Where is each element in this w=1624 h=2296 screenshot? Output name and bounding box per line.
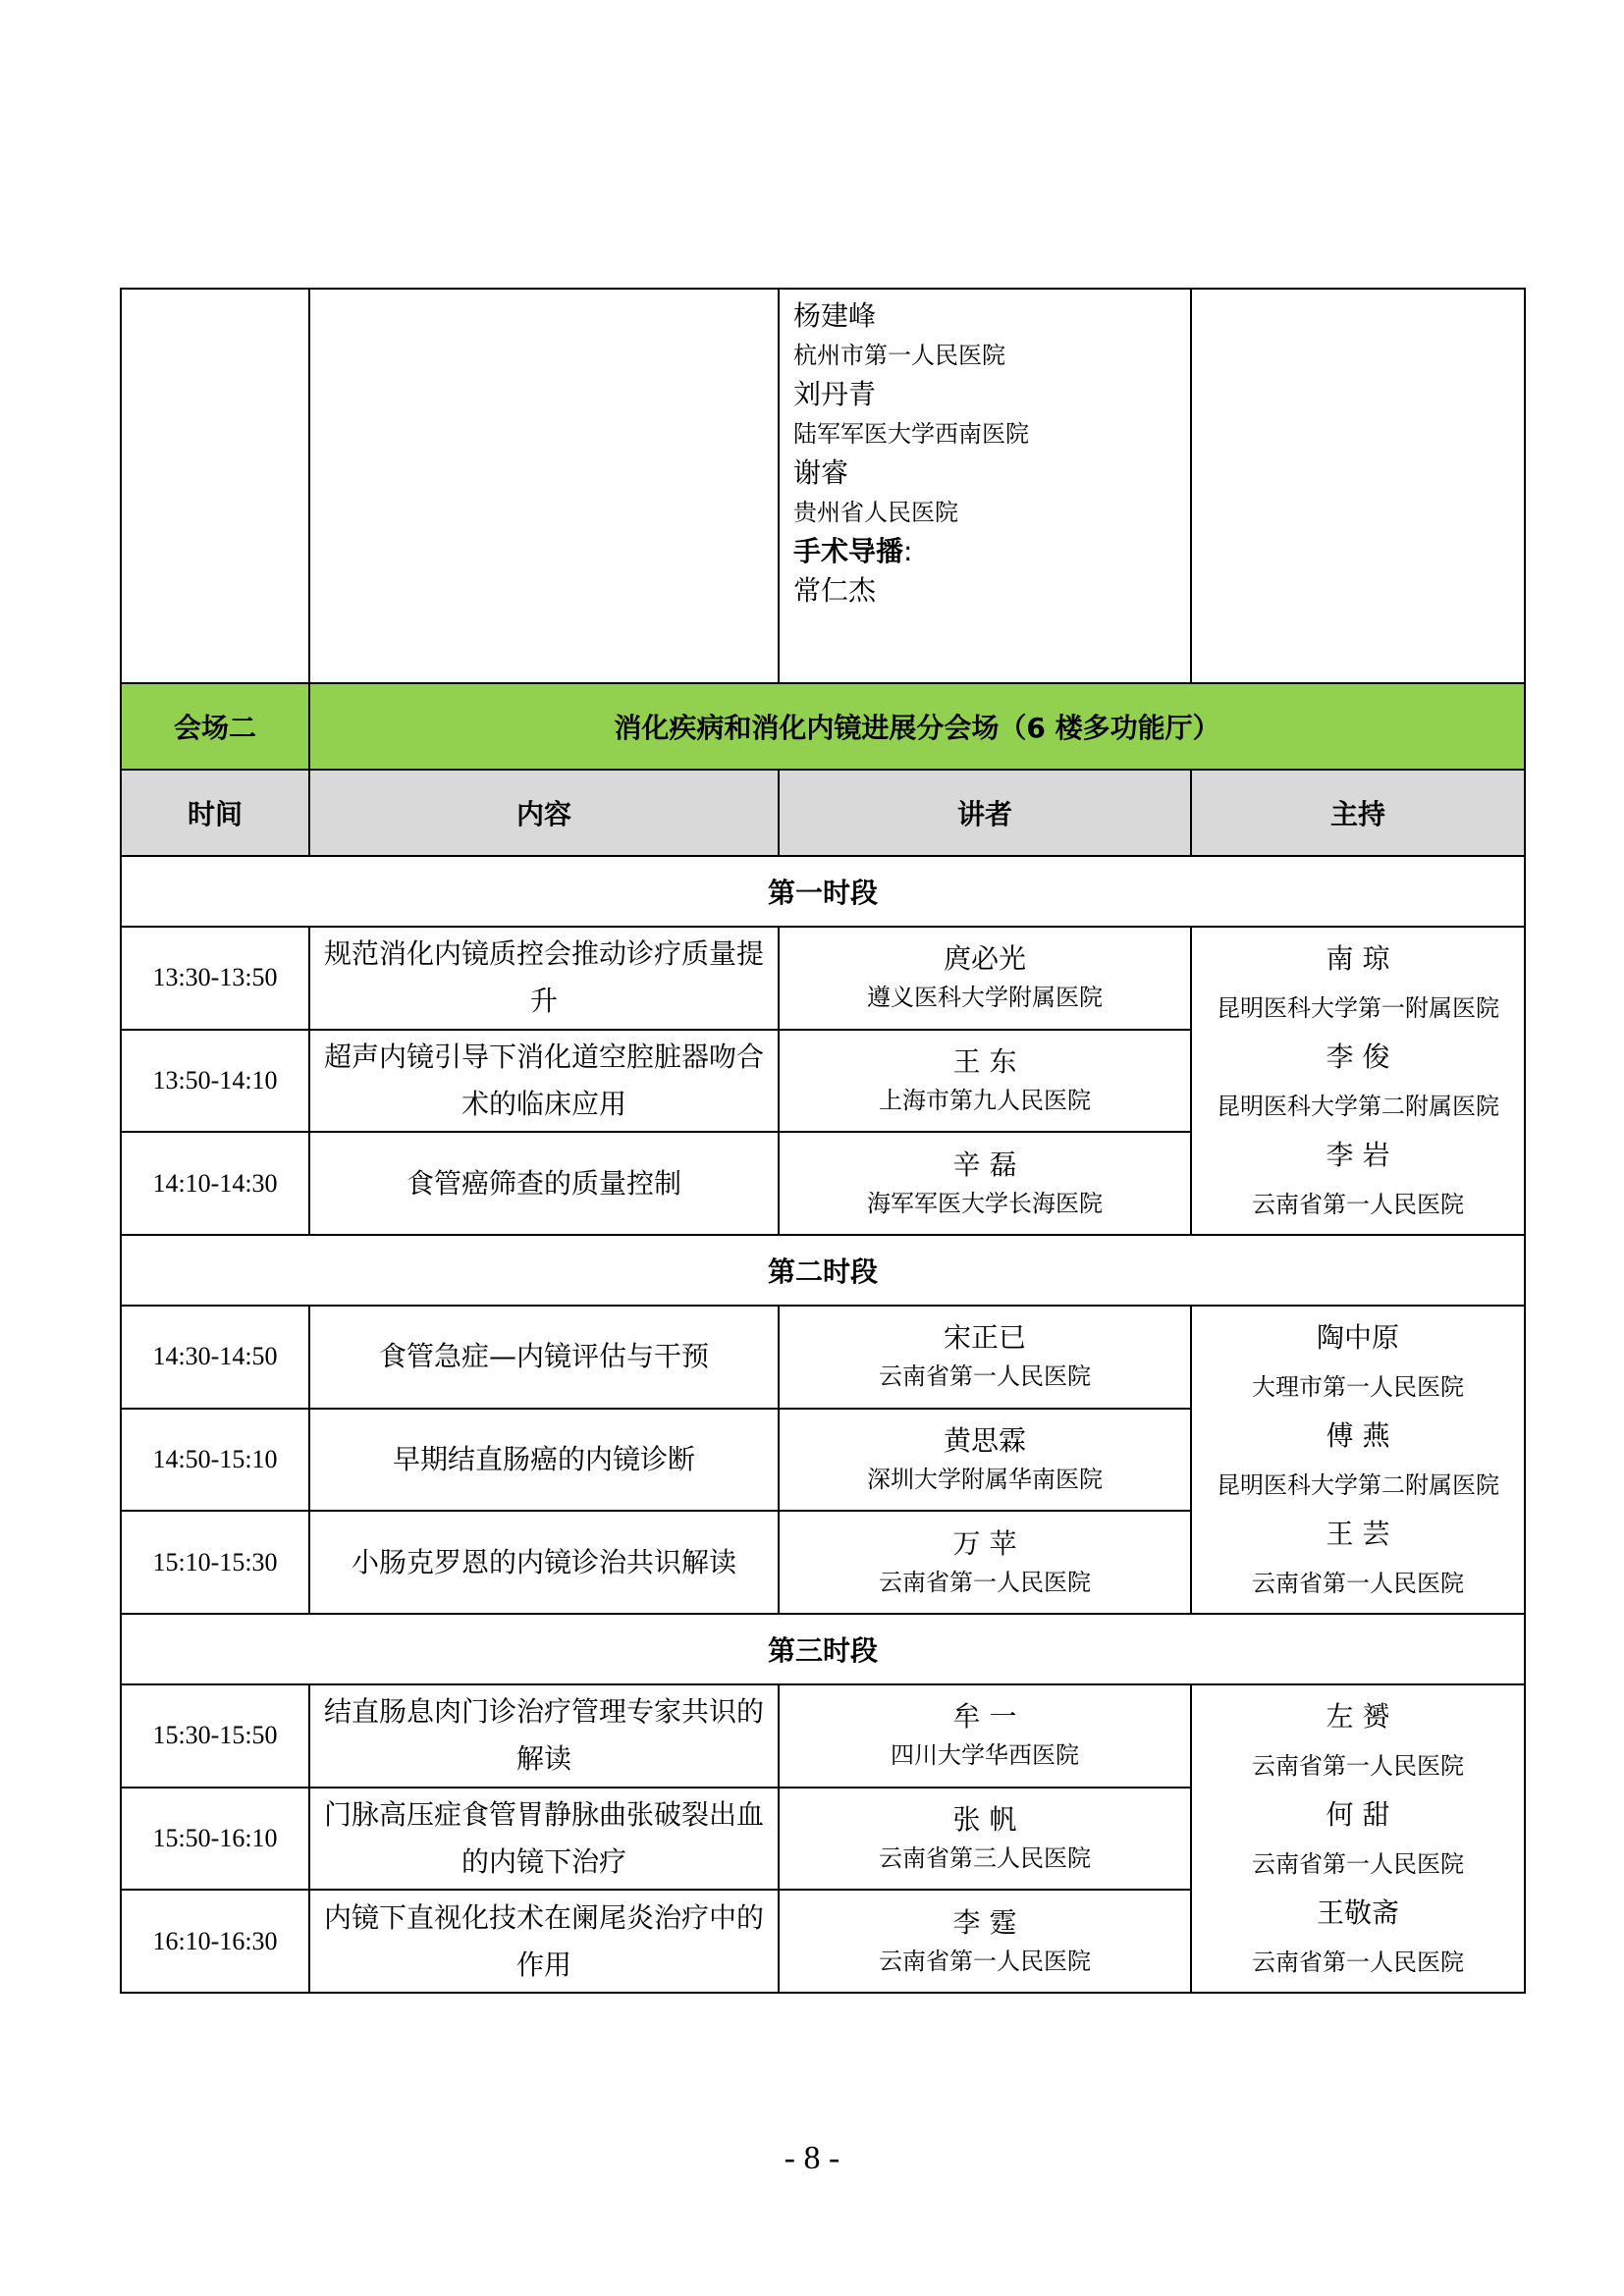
speaker-hospital: 陆军军医大学西南医院 (793, 420, 1029, 448)
speaker-hospital: 杭州市第一人民医院 (793, 342, 1005, 369)
session-topic: 规范消化内镜质控会推动诊疗质量提升 (309, 927, 779, 1030)
guide-colon: : (903, 535, 913, 567)
speaker-name: 张 帆 (952, 1802, 1017, 1836)
speaker-name: 辛 磊 (952, 1148, 1017, 1181)
header-content: 内容 (309, 770, 779, 856)
segment-title-row (121, 1235, 1525, 1306)
segment-title: 第一时段 (121, 856, 1525, 927)
venue-title: 消化疾病和消化内镜进展分会场（6 楼多功能厅） (309, 683, 1525, 770)
speaker-hospital: 上海市第九人民医院 (879, 1086, 1091, 1114)
moderator-name: 傅 燕 (1326, 1419, 1390, 1452)
continuation-speakers (779, 289, 1191, 683)
page-number: - 8 - (784, 2140, 840, 2176)
speaker-hospital: 深圳大学附属华南医院 (867, 1465, 1103, 1493)
moderator-name: 王敬斋 (1316, 1896, 1399, 1929)
speaker-name: 谢睿 (793, 456, 849, 489)
session-speaker (779, 1306, 1191, 1409)
moderators-cell (1191, 1306, 1525, 1614)
moderator-name: 李 岩 (1326, 1139, 1390, 1171)
segment-title-row (121, 1614, 1525, 1684)
moderator-hospital: 云南省第一人民医院 (1252, 1752, 1464, 1780)
speaker-name: 杨建峰 (793, 299, 877, 332)
moderator-name: 陶中原 (1316, 1321, 1399, 1354)
speaker-hospital: 海军军医大学长海医院 (867, 1189, 1103, 1217)
moderator-name: 左 赟 (1326, 1700, 1390, 1733)
session-speaker (779, 1409, 1191, 1512)
session-row (121, 1306, 1525, 1409)
moderator-hospital: 昆明医科大学第二附属医院 (1217, 1471, 1499, 1499)
speaker-name: 刘丹青 (793, 378, 877, 410)
session-row (121, 1684, 1525, 1788)
session-time: 15:50-16:10 (121, 1788, 309, 1891)
venue-row (121, 683, 1525, 770)
empty-cell (309, 289, 779, 683)
session-topic: 超声内镜引导下消化道空腔脏器吻合术的临床应用 (309, 1030, 779, 1133)
segment-title: 第三时段 (121, 1614, 1525, 1684)
moderator-hospital: 云南省第一人民医院 (1252, 1850, 1464, 1878)
speaker-hospital: 云南省第一人民医院 (879, 1947, 1091, 1975)
session-time: 14:50-15:10 (121, 1409, 309, 1512)
speaker-name: 万 苹 (952, 1526, 1017, 1560)
continuation-row (121, 289, 1525, 683)
session-topic: 食管癌筛查的质量控制 (309, 1132, 779, 1235)
segment-title: 第二时段 (121, 1235, 1525, 1306)
speaker-hospital: 贵州省人民医院 (793, 499, 958, 526)
moderator-name: 王 芸 (1326, 1518, 1390, 1550)
guide-name: 常仁杰 (793, 574, 877, 607)
session-topic: 食管急症—内镜评估与干预 (309, 1306, 779, 1409)
header-speaker: 讲者 (779, 770, 1191, 856)
session-time: 16:10-16:30 (121, 1890, 309, 1993)
speaker-hospital: 云南省第一人民医院 (879, 1362, 1091, 1391)
session-speaker (779, 1511, 1191, 1614)
speaker-hospital: 遵义医科大学附属医院 (867, 984, 1103, 1012)
session-speaker (779, 1132, 1191, 1235)
segment-title-row (121, 856, 1525, 927)
session-time: 14:10-14:30 (121, 1132, 309, 1235)
header-time: 时间 (121, 770, 309, 856)
empty-cell (1191, 289, 1525, 683)
session-time: 13:30-13:50 (121, 927, 309, 1030)
moderator-name: 李 俊 (1326, 1041, 1390, 1073)
speaker-name: 王 东 (952, 1044, 1017, 1078)
session-topic: 小肠克罗恩的内镜诊治共识解读 (309, 1511, 779, 1614)
speaker-name: 牟 一 (952, 1700, 1017, 1734)
speaker-name: 黄思霖 (943, 1423, 1026, 1457)
moderators-cell (1191, 927, 1525, 1235)
session-topic: 早期结直肠癌的内镜诊断 (309, 1409, 779, 1512)
guide-label-line (793, 535, 1190, 568)
session-topic: 门脉高压症食管胃静脉曲张破裂出血的内镜下治疗 (309, 1788, 779, 1891)
moderator-name: 何 甜 (1326, 1798, 1390, 1831)
moderator-hospital: 云南省第一人民医院 (1252, 1191, 1464, 1218)
session-speaker (779, 1890, 1191, 1993)
session-speaker (779, 1030, 1191, 1133)
moderator-hospital: 昆明医科大学第二附属医院 (1217, 1093, 1499, 1120)
header-moderator: 主持 (1191, 770, 1525, 856)
moderator-name: 南 琼 (1326, 942, 1390, 975)
moderator-hospital: 云南省第一人民医院 (1252, 1949, 1464, 1976)
speaker-hospital: 云南省第一人民医院 (879, 1568, 1091, 1596)
column-header-row (121, 770, 1525, 856)
session-speaker (779, 927, 1191, 1030)
session-speaker (779, 1684, 1191, 1788)
guide-label: 手术导播 (793, 535, 904, 567)
speaker-name: 李 霆 (952, 1905, 1017, 1939)
session-time: 15:10-15:30 (121, 1511, 309, 1614)
moderator-hospital: 大理市第一人民医院 (1252, 1373, 1464, 1401)
session-time: 15:30-15:50 (121, 1684, 309, 1788)
session-time: 13:50-14:10 (121, 1030, 309, 1133)
speaker-name: 宋正已 (943, 1321, 1026, 1355)
session-topic: 内镜下直视化技术在阑尾炎治疗中的作用 (309, 1890, 779, 1993)
session-row (121, 927, 1525, 1030)
speaker-hospital: 云南省第三人民医院 (879, 1843, 1091, 1872)
moderator-hospital: 云南省第一人民医院 (1252, 1570, 1464, 1597)
empty-cell (121, 289, 309, 683)
speaker-name: 庹必光 (943, 942, 1026, 976)
schedule-table (120, 288, 1526, 1994)
venue-label: 会场二 (121, 683, 309, 770)
session-topic: 结直肠息肉门诊治疗管理专家共识的解读 (309, 1684, 779, 1788)
moderators-cell (1191, 1684, 1525, 1993)
moderator-hospital: 昆明医科大学第一附属医院 (1217, 994, 1499, 1022)
session-speaker (779, 1788, 1191, 1891)
session-time: 14:30-14:50 (121, 1306, 309, 1409)
speaker-hospital: 四川大学华西医院 (891, 1741, 1079, 1770)
